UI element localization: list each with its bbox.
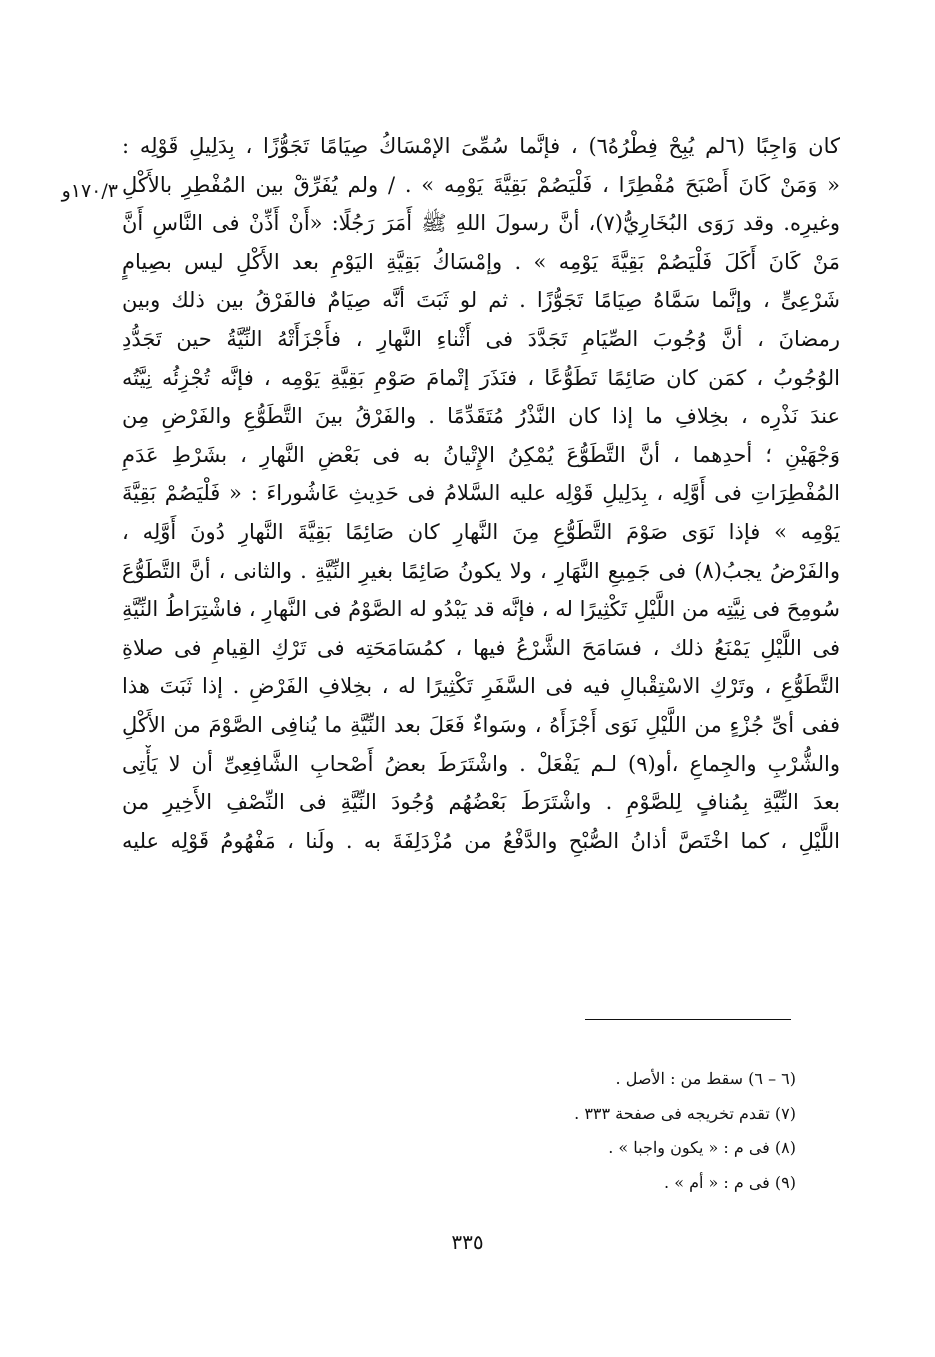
margin-reference: ١٧٠/٣و xyxy=(61,180,118,202)
page-number: ٣٣٥ xyxy=(451,1230,484,1254)
footnote: (٨) فى م : « يكون واجبا » . xyxy=(608,1138,796,1157)
footnotes xyxy=(440,1062,796,1200)
text-line: اللَّيْلِ ، كما اخْتَصَّ أذانُ الصُّبْحِ والدَّفْعُ من مُزْدَلِفَةَ به . ولَنا ، مَفْهُومُ قَوْلِه عليه xyxy=(122,828,840,853)
text-line: بعدَ النِّيَّةِ بِمُنافٍ لِلصَّوْمِ . واشْتَرَطَ بَعْضُهُم وُجُودَ النِّيَّةِ فى النِّصْفِ الأَخِيرِ من xyxy=(122,790,840,815)
text-line: والشُّرْبِ والجِماعِ ،أو(٩) لـم يَفْعَلْ . واشْتَرَطَ بعضُ أَصْحابِ الشَّافِعِىِّ أن لا يَأْتِى xyxy=(122,751,840,776)
text-line: يَوْمِه » فإذا نَوَى صَوْمَ التَّطَوُّعِ مِنَ النَّهارِ كان صَائِمًا بَقِيَّةَ النَّهارِ دُونَ أَوَّلِه ، xyxy=(122,519,840,544)
text-line: كان وَاجِبًا (٦لم يُبِحْ فِطْرُهُ٦) ، فإنَّما سُمِّىَ الإمْسَاكُ صِيَامًا تَجَوُّزًا ، بِدَلِيلِ قَوْلِه : xyxy=(122,134,840,158)
text-line: التَّطَوُّعِ ، وتَرْكِ الاسْتِقْبالِ فيه فى السَّفَرِ تَكْثِيرًا له ، بخِلافِ الفَرْضِ . إذا ثَبَتَ هذا xyxy=(122,674,840,699)
text-line: عندَ نَذْرِه ، بخِلافِ ما إذا كان النَّذْرُ مُتَقَدِّمًا . والفَرْقُ بينَ التَّطَوُّعِ والفَرْضِ مِن xyxy=(122,404,840,429)
text-line: ففى أىِّ جُزْءٍ من اللَّيْلِ نَوَى أَجْزَأَهُ ، وسَواءٌ فَعَلَ بعد النِّيَّةِ ما يُنافِى الصَّوْمَ من الأَكْلِ xyxy=(122,712,840,737)
text-line: رمضانَ ، أنَّ وُجُوبَ الصِّيَامِ تَجَدَّدَ فى أَثْناءِ النَّهارِ ، فأَجْزَأَتْهُ النِّيَّةُ حين تَجَدُّدِ xyxy=(122,326,840,351)
text-line: سُومِحَ فى نِيَّتِه من اللَّيْلِ تَكْثِيرًا له ، فإنَّه قد يَبْدُو له الصَّوْمُ فى النَّهارِ ، فاشْتِرَاطُ النِّيَّةِ xyxy=(122,597,840,622)
main-text xyxy=(122,127,840,860)
text-line: « وَمَنْ كَانَ أَصْبَحَ مُفْطِرًا ، فَلْيَصُمْ بَقِيَّةَ يَوْمِه » . / ولم يُفَرِّقْ بين المُفْطِرِ بالأَكْلِ xyxy=(122,172,840,197)
text-line: وغيرِه. وقد رَوَى البُخَارِيُّ(٧)، أنَّ رسولَ اللهِ ﷺ أَمَرَ رَجُلًا: «أَنْ أَذِّنْ فى النَّاسِ أَنَّ xyxy=(122,211,840,236)
text-line: المُفْطِرَاتِ فى أَوَّلِه ، بِدَلِيلِ قَوْلِه عليه السَّلامُ فى حَدِيثِ عَاشُوراءَ : « فَلْيَصُمْ بَقِيَّةَ xyxy=(122,481,840,506)
text-line: والفَرْضُ يجبُ(٨) فى جَمِيعِ النَّهَارِ ، ولا يكونُ صَائِمًا بغيرِ النِّيَّةِ . والثانى ، أنَّ التَّطَوُّعَ xyxy=(122,558,840,583)
footnote-divider xyxy=(585,1019,791,1020)
footnote: (٧) تقدم تخريجه فى صفحة ٣٣٣ . xyxy=(574,1103,796,1123)
text-line: الوُجُوبُ ، كمَن كان صَائِمًا تَطَوُّعًا ، فنَذَرَ إتْمامَ صَوْمِ بَقِيَّةِ يَوْمِه ، فإنَّه تُجْزِئُه نِيَّتُه xyxy=(122,365,840,390)
text-line: مَنْ كَانَ أَكَلَ فَلْيَصُمْ بَقِيَّةَ يَوْمِه » . وإمْسَاكُ بَقِيَّةِ اليَوْمِ بعد الأَكْلِ ليس بصِيامٍ xyxy=(122,249,840,274)
text-line: شَرْعِىٍّ ، وإنَّما سَمَّاهُ صِيَامًا تَجَوُّزًا . ثم لو ثَبَتَ أنَّه صِيَامٌ فالفَرْقُ بين ذلك وبين xyxy=(122,288,840,313)
footnote: (٦ – ٦) سقط من : الأصل . xyxy=(615,1069,796,1088)
text-line: فى اللَّيْلِ يَمْنَعُ ذلك ، فسَامَحَ الشَّرْعُ فيها ، كمُسَامَحَتِه فى تَرْكِ القِيامِ فى صلاةِ xyxy=(122,635,840,660)
text-line: وَجْهَيْنِ ؛ أحدِهما ، أنَّ التَّطَوُّعَ يُمْكِنُ الإِتْيانُ به فى بَعْضِ النَّهارِ ، بشَرْطِ عَدَمِ xyxy=(122,442,840,467)
footnote: (٩) فى م : « أم » . xyxy=(664,1172,796,1192)
